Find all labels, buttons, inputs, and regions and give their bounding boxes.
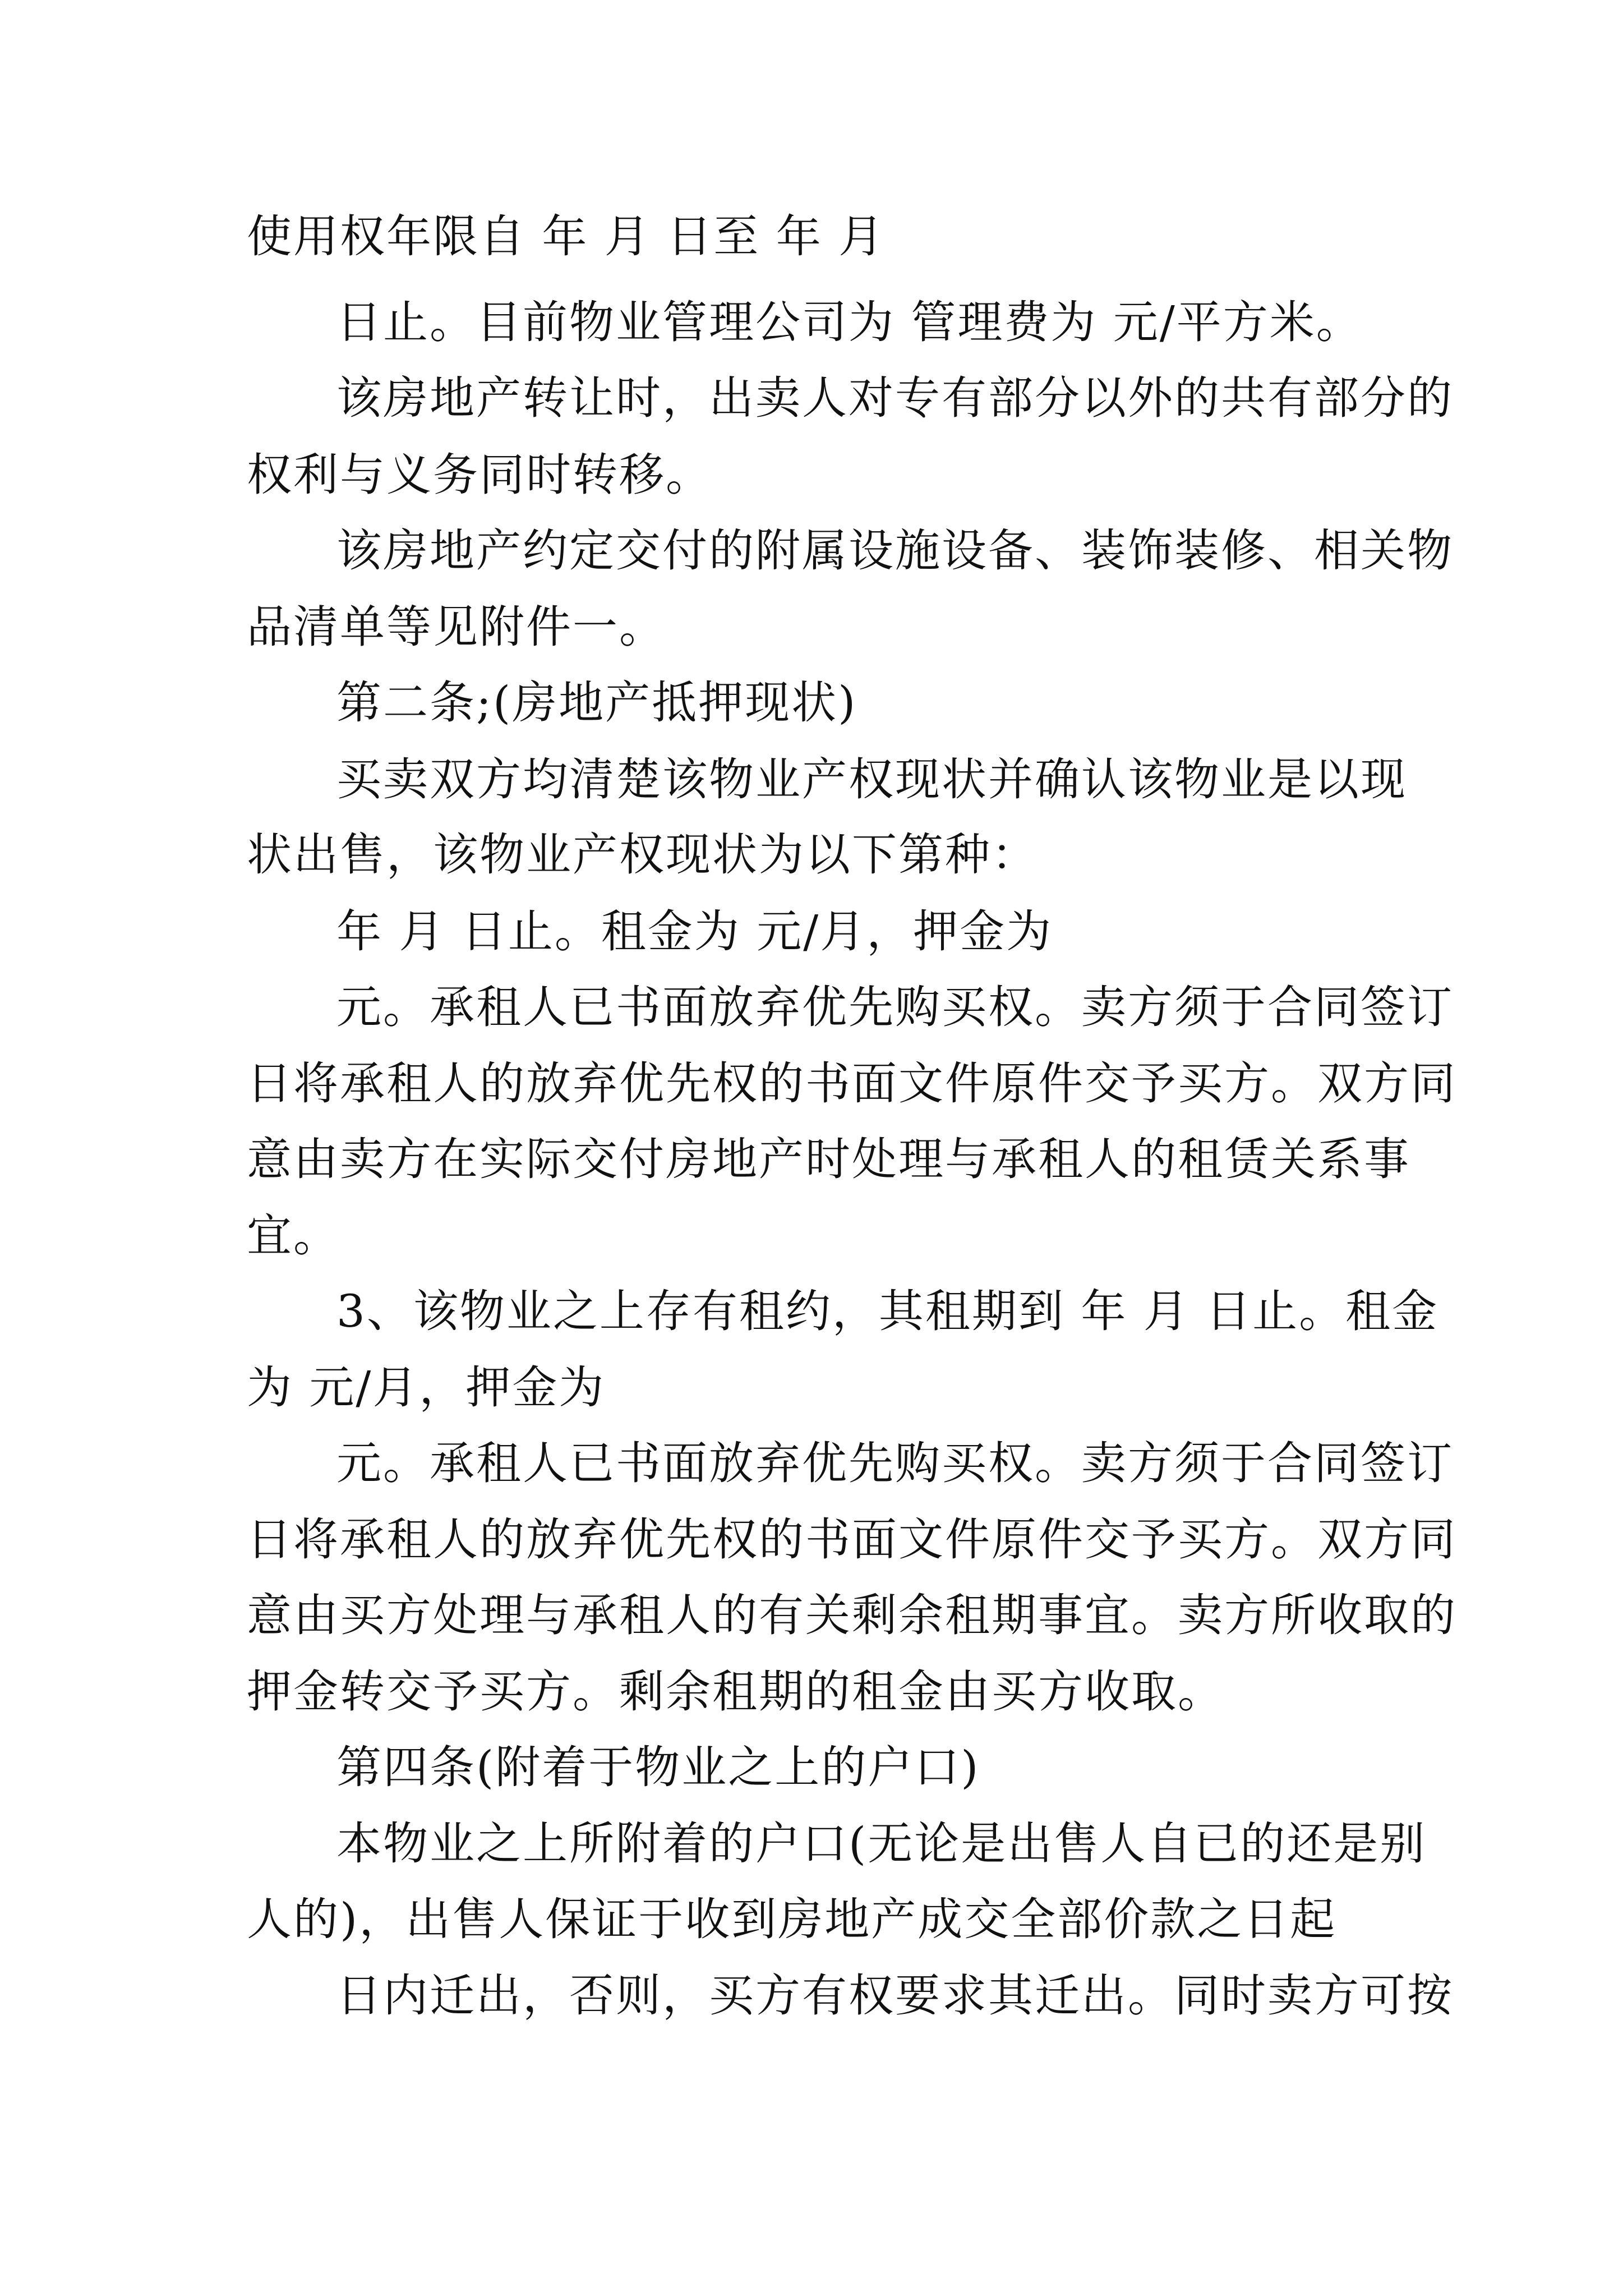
text-line: 权利与义务同时转移。 bbox=[247, 449, 712, 501]
text-line: 第四条(附着于物业之上的户口) bbox=[336, 1741, 980, 1793]
text-line: 日止。目前物业管理公司为 管理费为 元/平方米。 bbox=[336, 296, 1363, 348]
text-line: 元。承租人已书面放弃优先购买权。卖方须于合同签订 bbox=[336, 1437, 1454, 1489]
text-line: 元。承租人已书面放弃优先购买权。卖方须于合同签订 bbox=[336, 981, 1454, 1033]
text-line: 意由卖方在实际交付房地产时处理与承租人的租赁关系事 bbox=[247, 1133, 1410, 1185]
text-line: 押金转交予买方。剩余租期的租金由买方收取。 bbox=[247, 1665, 1224, 1718]
text-line: 3、该物业之上存有租约，其租期到 年 月 日止。租金 bbox=[336, 1285, 1439, 1337]
text-line: 该房地产转让时，出卖人对专有部分以外的共有部分的 bbox=[336, 372, 1454, 424]
text-line: 状出售，该物业产权现状为以下第种： bbox=[247, 829, 1038, 881]
text-line: 第二条;(房地产抵押现状) bbox=[336, 677, 857, 729]
text-line: 使用权年限自 年 月 日至 年 月 bbox=[247, 210, 886, 263]
text-line: 品清单等见附件一。 bbox=[247, 601, 666, 653]
text-line: 年 月 日止。租金为 元/月，押金为 bbox=[336, 905, 1053, 958]
text-line: 为 元/月，押金为 bbox=[247, 1361, 606, 1414]
text-line: 该房地产约定交付的附属设施设备、装饰装修、相关物 bbox=[336, 524, 1454, 577]
text-line: 买卖双方均清楚该物业产权现状并确认该物业是以现 bbox=[336, 753, 1407, 806]
text-line: 日内迁出，否则，买方有权要求其迁出。同时卖方可按 bbox=[336, 1970, 1454, 2022]
text-line: 本物业之上所附着的户口(无论是出售人自已的还是别 bbox=[336, 1818, 1427, 1870]
text-line: 日将承租人的放弃优先权的书面文件原件交予买方。双方同 bbox=[247, 1057, 1457, 1110]
text-line: 人的)，出售人保证于收到房地产成交全部价款之日起 bbox=[247, 1893, 1337, 1945]
text-line: 意由买方处理与承租人的有关剩余租期事宜。卖方所收取的 bbox=[247, 1589, 1457, 1641]
text-line: 日将承租人的放弃优先权的书面文件原件交予买方。双方同 bbox=[247, 1513, 1457, 1566]
text-line: 宜。 bbox=[247, 1209, 340, 1262]
